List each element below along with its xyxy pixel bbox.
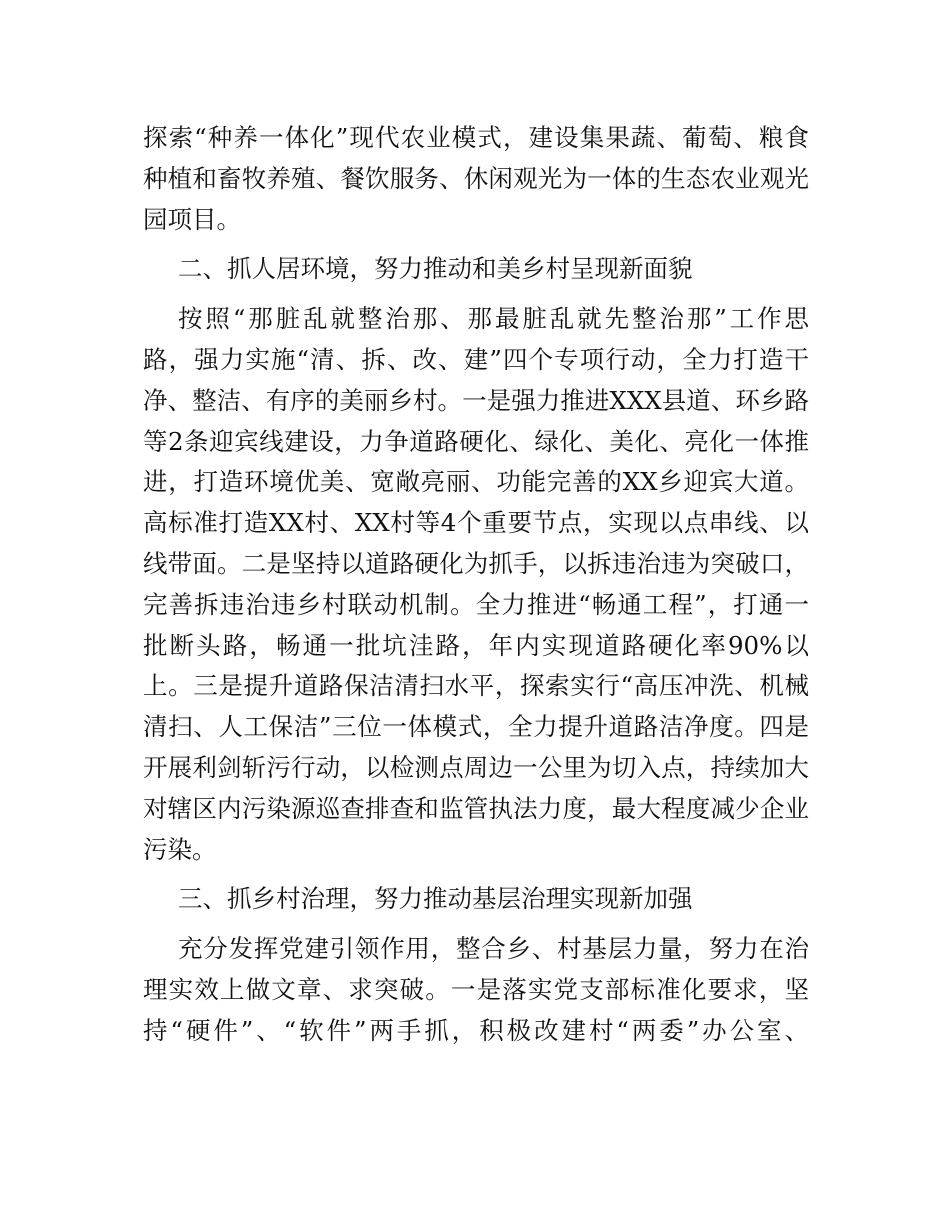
text-line: 批断头路，畅通一批坑洼路，年内实现道路硬化率90%以 [143,630,809,660]
text-line: 园项目。 [143,204,241,234]
text-line: 对辖区内污染源巡查排查和监管执法力度，最大程度减少企业 [143,793,809,823]
paragraph-living-environment [143,299,809,870]
text-line: 按照“那脏乱就整治那、那最脏乱就先整治那”工作思 [178,304,809,334]
section-heading-2: 二、抓人居环境，努力推动和美乡村呈现新面貌 [178,254,693,284]
text-line: 清扫、人工保洁”三位一体模式，全力提升道路洁净度。四是 [143,712,809,742]
text-line: 充分发挥党建引领作用，整合乡、村基层力量，努力在治 [178,934,809,964]
document-body [143,118,809,1052]
text-line: 高标准打造XX村、XX村等4个重要节点，实现以点串线、以 [143,508,809,538]
paragraph-continuation [143,118,809,240]
text-line: 污染。 [143,834,217,864]
text-line: 完善拆违治违乡村联动机制。全力推进“畅通工程”，打通一 [143,589,809,619]
text-line: 持“硬件”、“软件”两手抓，积极改建村“两委”办公室、 [143,1015,809,1045]
text-line: 等2条迎宾线建设，力争道路硬化、绿化、美化、亮化一体推 [143,426,809,456]
text-line: 种植和畜牧养殖、餐饮服务、休闲观光为一体的生态农业观光 [143,163,809,193]
text-line: 开展利剑斩污行动，以检测点周边一公里为切入点，持续加大 [143,752,809,782]
text-line: 净、整洁、有序的美丽乡村。一是强力推进XXX县道、环乡路 [143,385,809,415]
text-line: 线带面。二是坚持以道路硬化为抓手，以拆违治违为突破口， [143,548,809,578]
section-heading-3: 三、抓乡村治理，努力推动基层治理实现新加强 [178,884,693,914]
text-line: 探索“种养一体化”现代农业模式，建设集果蔬、葡萄、粮食 [143,123,809,152]
text-line: 理实效上做文章、求突破。一是落实党支部标准化要求，坚 [143,974,809,1004]
paragraph-rural-governance [143,929,809,1051]
text-line: 进，打造环境优美、宽敞亮丽、功能完善的XX乡迎宾大道。 [143,467,809,497]
text-line: 路，强力实施“清、拆、改、建”四个专项行动，全力打造干 [143,344,809,374]
text-line: 上。三是提升道路保洁清扫水平，探索实行“高压冲洗、机械 [143,671,809,701]
